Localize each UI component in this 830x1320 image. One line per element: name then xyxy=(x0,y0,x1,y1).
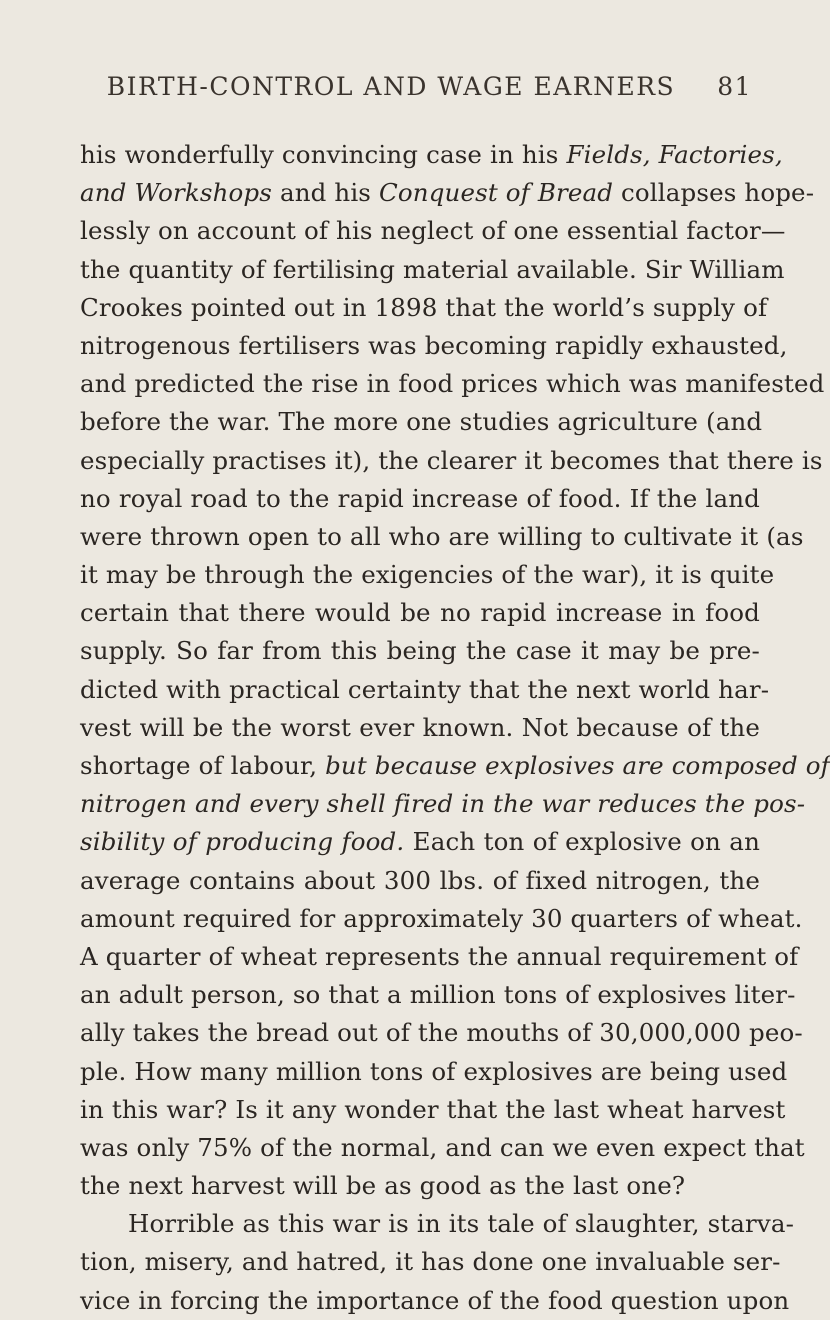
text-segment: vice in forcing the importance of the food question upon xyxy=(80,1285,790,1315)
text-line xyxy=(80,403,763,441)
text-segment: Horrible as this war is in its tale of slaughter, starva- xyxy=(128,1209,795,1239)
italic-segment: but because explosives are composed of xyxy=(325,751,830,780)
text-line xyxy=(80,174,815,212)
text-line xyxy=(80,289,768,327)
text-segment: vest will be the worst ever known. Not because of the xyxy=(80,712,760,742)
body-text xyxy=(80,136,830,1320)
text-segment: the next harvest will be as good as the last one? xyxy=(80,1171,686,1201)
text-line xyxy=(80,1091,786,1129)
text-line xyxy=(80,976,796,1014)
running-title: BIRTH-CONTROL AND WAGE EARNERS xyxy=(106,72,676,101)
text-line xyxy=(80,556,775,594)
text-segment: collapses hope- xyxy=(613,178,815,208)
text-segment: Crookes pointed out in 1898 that the world’s supply of xyxy=(80,292,768,322)
text-line xyxy=(80,442,823,480)
text-segment: tion, misery, and hatred, it has done one invaluable ser- xyxy=(80,1247,781,1277)
text-segment: dicted with practical certainty that the next world har- xyxy=(80,674,770,704)
text-segment: ple. How many million tons of explosives are being used xyxy=(80,1056,788,1086)
text-segment: and his xyxy=(272,178,379,208)
text-segment: and predicted the rise in food prices which was manifested xyxy=(80,369,825,399)
text-segment: an adult person, so that a million tons of explosives liter- xyxy=(80,980,796,1010)
text-segment: Each ton of explosive on an xyxy=(404,827,760,857)
text-line xyxy=(80,365,825,403)
text-segment: lessly on account of his neglect of one essential factor— xyxy=(80,216,786,246)
text-line xyxy=(80,709,760,747)
text-line xyxy=(80,671,770,709)
text-segment: shortage of labour, xyxy=(80,751,326,780)
italic-segment: nitrogen and every shell fired in the war reduces the pos- xyxy=(80,789,806,819)
text-line xyxy=(80,480,760,518)
text-line xyxy=(80,1205,795,1243)
text-line xyxy=(80,136,783,174)
italic-segment: Conquest of Bread xyxy=(378,178,614,208)
text-line xyxy=(80,1167,760,1205)
text-segment: it may be through the exigencies of the war), it is quite xyxy=(80,560,775,590)
text-segment: before the war. The more one studies agriculture (and xyxy=(80,407,763,437)
text-line xyxy=(80,785,806,823)
text-line xyxy=(80,823,760,861)
italic-segment: sibility of producing food. xyxy=(80,827,405,857)
text-line xyxy=(80,594,760,632)
text-line xyxy=(80,1243,781,1281)
text-line xyxy=(80,900,803,938)
text-line xyxy=(80,1282,790,1320)
text-line xyxy=(80,518,804,556)
text-line xyxy=(80,632,760,670)
text-line xyxy=(80,1129,805,1167)
text-segment: ally takes the bread out of the mouths of 30,000,000 peo- xyxy=(80,1018,803,1048)
text-segment: the quantity of fertilising material available. Sir William xyxy=(80,254,785,284)
text-line xyxy=(80,1014,803,1052)
page-number: 81 xyxy=(717,72,752,101)
text-line xyxy=(80,1053,788,1091)
text-segment: A quarter of wheat represents the annual requirement of xyxy=(80,941,799,971)
text-segment: no royal road to the rapid increase of food. If the land xyxy=(80,483,760,513)
text-segment: average contains about 300 lbs. of fixed nitrogen, the xyxy=(80,865,760,895)
text-segment: especially practises it), the clearer it becomes that there is xyxy=(80,445,823,475)
text-line xyxy=(80,862,760,900)
text-line xyxy=(80,747,830,785)
text-segment: supply. So far from this being the case it may be pre- xyxy=(80,636,760,666)
text-line xyxy=(80,327,788,365)
text-segment: his wonderfully convincing case in his xyxy=(80,140,567,169)
italic-segment: and Workshops xyxy=(80,178,272,208)
text-segment: nitrogenous fertilisers was becoming rapidly exhausted, xyxy=(80,330,788,360)
running-head xyxy=(80,72,760,112)
text-segment: was only 75% of the normal, and can we even expect that xyxy=(80,1132,805,1162)
text-segment: certain that there would be no rapid increase in food xyxy=(80,598,760,628)
text-line xyxy=(80,938,799,976)
text-line xyxy=(80,212,786,250)
text-segment: were thrown open to all who are willing to cultivate it (as xyxy=(80,521,804,551)
italic-segment: Fields, Factories, xyxy=(566,140,783,169)
text-segment: in this war? Is it any wonder that the last wheat harvest xyxy=(80,1094,786,1124)
text-segment: amount required for approximately 30 quarters of wheat. xyxy=(80,903,803,933)
text-line xyxy=(80,251,785,289)
